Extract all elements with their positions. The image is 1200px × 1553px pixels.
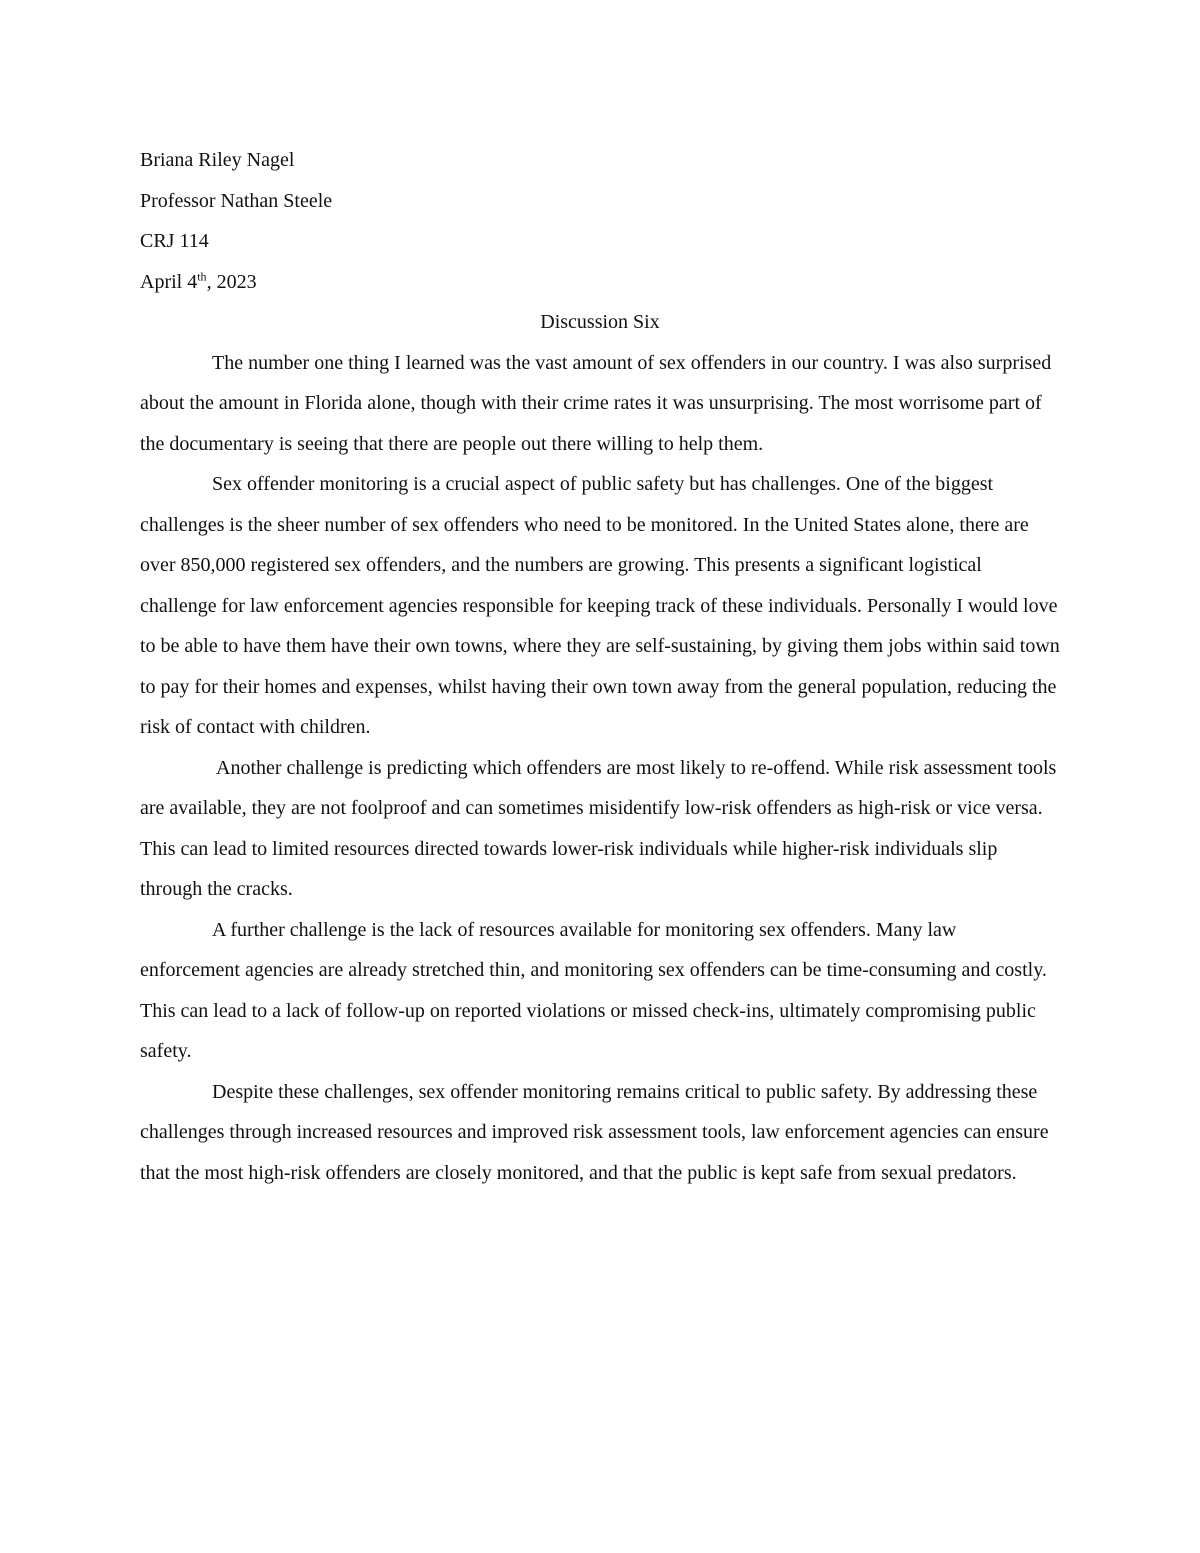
date-month-day: April 4 (140, 270, 198, 293)
course-code: CRJ 114 (140, 230, 209, 252)
date-year: , 2023 (206, 270, 257, 293)
paragraph-2: Sex offender monitoring is a crucial aspect of public safety but has challenges. One of the biggest challenges is the sheer number of sex offenders who need to be monitored. In the United States alone, there are over 850,000 registered sex offenders, and the numbers are growing. This presents a significant logistical challenge for law enforcement agencies responsible for keeping track of these individuals. Personally I would love to be able to have them have their own towns, where they are self-sustaining, by giving them jobs within said town to pay for their homes and expenses, whilst having their own town away from the general population, reducing the risk of contact with children. (140, 473, 1060, 738)
date-ordinal-suffix: th (197, 268, 207, 283)
document-body (140, 140, 1060, 1193)
student-name: Briana Riley Nagel (140, 149, 295, 171)
document-title: Discussion Six (540, 311, 660, 333)
paragraph-5: Despite these challenges, sex offender monitoring remains critical to public safety. By addressing these challenges through increased resources and improved risk assessment tools, law enforcement agencies can ensure that the most high-risk offenders are closely monitored, and that the public is kept safe from sexual predators. (140, 1080, 1049, 1184)
paragraph-4: A further challenge is the lack of resources available for monitoring sex offenders. Many law enforcement agencies are already stretched thin, and monitoring sex offenders can be time-consuming and costly. This can lead to a lack of follow-up on reported violations or missed check-ins, ultimately compromising public safety. (140, 918, 1047, 1062)
paragraph-3: Another challenge is predicting which offenders are most likely to re-offend. While risk assessment tools are available, they are not foolproof and can sometimes misidentify low-risk offenders as high-risk or vice versa. This can lead to limited resources directed towards lower-risk individuals while higher-risk individuals slip through the cracks. (140, 756, 1057, 900)
submission-date (140, 262, 1060, 303)
professor-name: Professor Nathan Steele (140, 189, 333, 212)
paragraph-1: The number one thing I learned was the vast amount of sex offenders in our country. I was also surprised about the amount in Florida alone, though with their crime rates it was unsurprising. The most worrisome part of the documentary is seeing that there are people out there willing to help them. (140, 351, 1052, 455)
